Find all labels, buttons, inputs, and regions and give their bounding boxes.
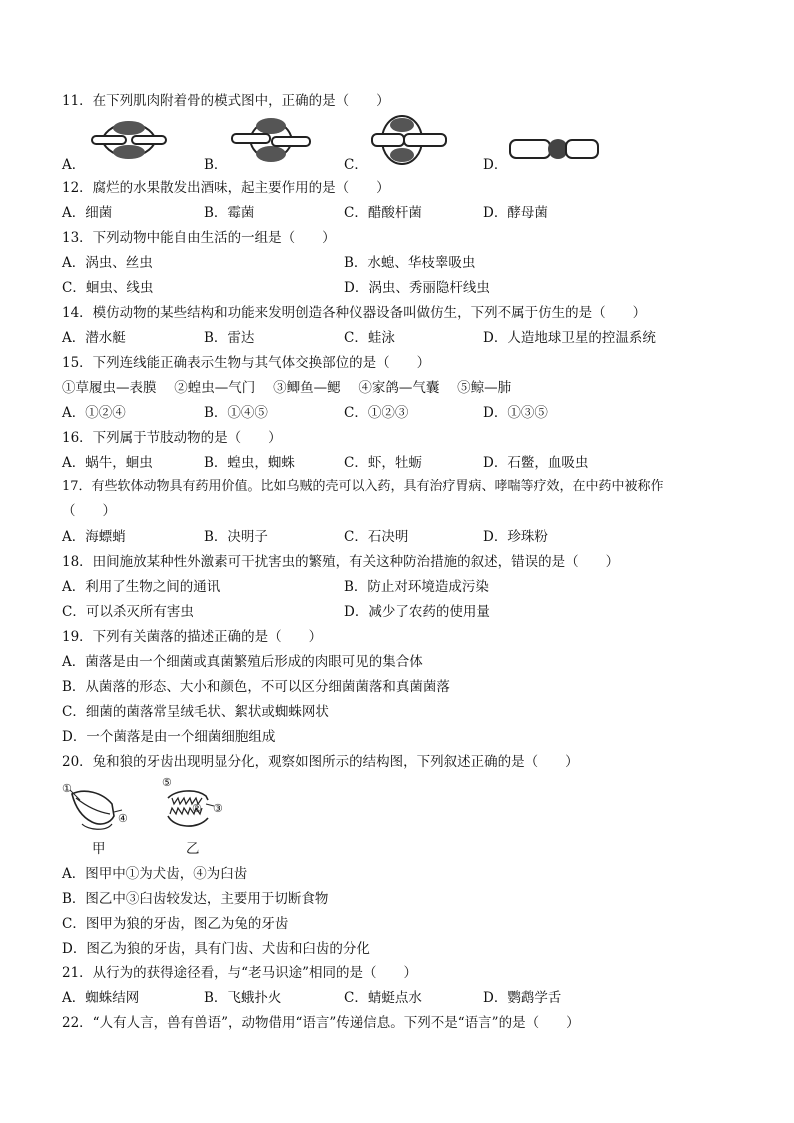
q11-label-a: A．: [62, 157, 86, 173]
q11-figure-c: [370, 110, 450, 168]
q12-option-a: A．细菌: [62, 205, 113, 221]
q13-option-d: D．涡虫、秀丽隐杆线虫: [344, 280, 490, 296]
q18-option-d: D．减少了农药的使用量: [344, 604, 490, 620]
q21-option-a: A．蜘蛛结网: [62, 990, 140, 1006]
q22-stem: 22．“人有人言，兽有兽语”，动物借用“语言”传递信息。下列不是“语言”的是（ ）: [62, 1015, 580, 1031]
q16-option-c: C．虾，牡蛎: [344, 455, 422, 471]
q18-option-c: C．可以杀灭所有害虫: [62, 604, 194, 620]
q21-option-d: D．鹦鹉学舌: [483, 990, 562, 1006]
q11-label-d: D．: [483, 157, 508, 173]
q19-option-d: D．一个菌落是由一个细菌细胞组成: [62, 729, 276, 745]
q21-option-b: B．飞蛾扑火: [204, 990, 282, 1006]
q13-option-c: C．蛔虫、线虫: [62, 280, 154, 296]
q14-option-a: A．潜水艇: [62, 330, 126, 346]
q20-jia-mark-4: ④: [118, 812, 128, 825]
q17-option-a: A．海螵蛸: [62, 529, 126, 545]
q15-option-d: D．①③⑤: [483, 405, 548, 421]
q19-option-c: C．细菌的菌落常呈绒毛状、絮状或蜘蛛网状: [62, 704, 329, 720]
q13-option-a: A．涡虫、丝虫: [62, 255, 153, 271]
q14-option-c: C．蛙泳: [344, 330, 395, 346]
q19-option-a: A．菌落是由一个细菌或真菌繁殖后形成的肉眼可见的集合体: [62, 654, 423, 670]
q18-stem: 18．田间施放某种性外激素可干扰害虫的繁殖，有关这种防治措施的叙述，错误的是（ ）: [62, 554, 620, 570]
q13-option-b: B．水螅、华枝睾吸虫: [344, 255, 476, 271]
q18-option-b: B．防止对环境造成污染: [344, 579, 489, 595]
q20-figure-yi-label: 乙: [186, 841, 200, 857]
q12-option-b: B．霉菌: [204, 205, 255, 221]
q20-option-a: A．图甲中①为犬齿，④为臼齿: [62, 866, 248, 882]
q11-label-b: B．: [204, 157, 228, 173]
q21-option-c: C．蜻蜓点水: [344, 990, 422, 1006]
q11-figure-b: [230, 110, 312, 168]
q16-option-d: D．石鳖，血吸虫: [483, 455, 589, 471]
q16-stem: 16．下列属于节肢动物的是（ ）: [62, 430, 282, 446]
q20-yi-mark-5: ⑤: [162, 776, 172, 789]
q15-option-b: B．①④⑤: [204, 405, 268, 421]
q20-yi-mark-3: ③: [213, 802, 223, 815]
q20-option-b: B．图乙中③臼齿较发达，主要用于切断食物: [62, 891, 329, 907]
q13-stem: 13．下列动物中能自由生活的一组是（ ）: [62, 230, 336, 246]
q17-option-b: B．决明子: [204, 529, 268, 545]
q17-stem: 17．有些软体动物具有药用价值。比如乌贼的壳可以入药，具有治疗胃病、哮喘等疗效，在中药中被称作: [62, 479, 664, 494]
q11-label-c: C．: [344, 157, 368, 173]
q18-option-a: A．利用了生物之间的通讯: [62, 579, 221, 595]
q17-option-c: C．石决明: [344, 529, 409, 545]
q15-items: ①草履虫—表膜 ②蝗虫—气门 ③鲫鱼—鳃 ④家鸽—气囊 ⑤鲸—肺: [62, 380, 512, 396]
q12-option-d: D．酵母菌: [483, 205, 548, 221]
q17-stem-continued: （ ）: [62, 503, 116, 519]
q17-option-d: D．珍珠粉: [483, 529, 548, 545]
q20-figure-jia: [62, 780, 140, 834]
q20-option-d: D．图乙为狼的牙齿，具有门齿、犬齿和臼齿的分化: [62, 941, 370, 957]
q16-option-b: B．蝗虫，蜘蛛: [204, 455, 295, 471]
q12-stem: 12．腐烂的水果散发出酒味，起主要作用的是（ ）: [62, 180, 390, 196]
q20-jia-mark-1: ①: [62, 782, 72, 795]
q11-stem: 11．在下列肌肉附着骨的模式图中，正确的是（ ）: [62, 93, 390, 109]
q20-stem: 20．兔和狼的牙齿出现明显分化，观察如图所示的结构图，下列叙述正确的是（ ）: [62, 754, 579, 770]
q21-stem: 21．从行为的获得途径看，与“老马识途”相同的是（ ）: [62, 965, 417, 981]
q14-option-d: D．人造地球卫星的控温系统: [483, 330, 656, 346]
q11-figure-a: [88, 112, 170, 168]
q11-figure-d: [508, 132, 600, 166]
q15-stem: 15．下列连线能正确表示生物与其气体交换部位的是（ ）: [62, 355, 431, 371]
q14-option-b: B．雷达: [204, 330, 255, 346]
q15-option-a: A．①②④: [62, 405, 126, 421]
q20-option-c: C．图甲为狼的牙齿，图乙为兔的牙齿: [62, 916, 289, 932]
q14-stem: 14．模仿动物的某些结构和功能来发明创造各种仪器设备叫做仿生，下列不属于仿生的是（ ）: [62, 305, 647, 321]
q19-stem: 19．下列有关菌落的描述正确的是（ ）: [62, 629, 323, 645]
q12-option-c: C．醋酸杆菌: [344, 205, 422, 221]
q16-option-a: A．蜗牛，蛔虫: [62, 455, 153, 471]
q15-option-c: C．①②③: [344, 405, 409, 421]
q19-option-b: B．从菌落的形态、大小和颜色，不可以区分细菌菌落和真菌菌落: [62, 679, 450, 695]
q20-yi-mark-2: ②: [192, 802, 202, 815]
q20-figure-jia-label: 甲: [92, 841, 106, 857]
